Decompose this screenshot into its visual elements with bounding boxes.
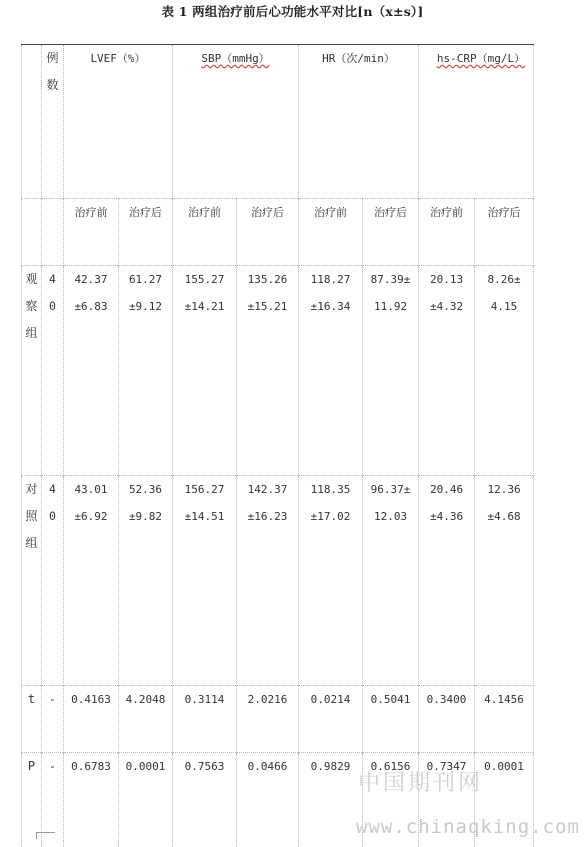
t-value: 2.0216 [237, 686, 299, 753]
observation-group-label [22, 266, 42, 476]
cell-line: 11.92 [363, 293, 418, 320]
empty-subheader-cell [22, 199, 42, 266]
obs-lvef-before [64, 266, 119, 476]
obs-lvef-after [119, 266, 173, 476]
empty-header-cell [22, 45, 42, 199]
p-value: 0.6156 [363, 753, 419, 847]
cell-line: ±4.32 [419, 293, 474, 320]
ctl-lvef-before [64, 476, 119, 686]
subheader-row [22, 199, 534, 266]
obs-hr-before [299, 266, 363, 476]
obs-crp-after [475, 266, 534, 476]
watermark-text: 中国期刊网 [358, 766, 483, 797]
cell-line: 96.37± [363, 476, 418, 503]
control-n [42, 476, 64, 686]
n-digit: 0 [42, 503, 63, 530]
cell-line: ±16.23 [237, 503, 298, 530]
t-n: - [42, 686, 64, 753]
comparison-table [21, 44, 534, 847]
group-char: 照 [22, 503, 41, 530]
group-char: 察 [22, 293, 41, 320]
control-row [22, 476, 534, 686]
ctl-crp-before [419, 476, 475, 686]
cell-line: 42.37 [64, 266, 118, 293]
t-label: t [22, 686, 42, 753]
observation-row [22, 266, 534, 476]
cell-line: 156.27 [173, 476, 236, 503]
p-label: P [22, 753, 42, 847]
subheader-cell: 治疗后 [363, 199, 419, 266]
sbp-header-label: SBP（mmHg） [201, 52, 269, 65]
p-value: 0.0466 [237, 753, 299, 847]
cell-line: ±6.92 [64, 503, 118, 530]
obs-hr-after [363, 266, 419, 476]
t-value: 0.3400 [419, 686, 475, 753]
ctl-lvef-after [119, 476, 173, 686]
sbp-header [173, 45, 299, 199]
group-char: 组 [22, 320, 41, 347]
cell-line: 118.27 [299, 266, 362, 293]
t-value: 0.3114 [173, 686, 237, 753]
cell-line: ±4.68 [475, 503, 533, 530]
p-value: 0.0001 [475, 753, 534, 847]
subheader-cell: 治疗前 [419, 199, 475, 266]
subheader-cell: 治疗后 [237, 199, 299, 266]
cell-line: 155.27 [173, 266, 236, 293]
watermark-url: www.chinaqking.com [356, 816, 580, 838]
hr-header: HR（次/min） [299, 45, 419, 199]
ctl-sbp-after [237, 476, 299, 686]
observation-n [42, 266, 64, 476]
cell-line: 43.01 [64, 476, 118, 503]
n-header-line: 数 [42, 72, 63, 99]
n-header-line: 例 [42, 45, 63, 72]
group-char: 对 [22, 476, 41, 503]
p-value: 0.9829 [299, 753, 363, 847]
cell-line: 87.39± [363, 266, 418, 293]
n-digit: 4 [42, 266, 63, 293]
t-value: 0.0214 [299, 686, 363, 753]
ctl-hr-before [299, 476, 363, 686]
n-header [42, 45, 64, 199]
p-value: 0.7563 [173, 753, 237, 847]
subheader-cell: 治疗后 [475, 199, 534, 266]
p-value: 0.7347 [419, 753, 475, 847]
obs-sbp-before [173, 266, 237, 476]
obs-sbp-after [237, 266, 299, 476]
cell-line: ±4.36 [419, 503, 474, 530]
t-value: 4.2048 [119, 686, 173, 753]
cell-line: 118.35 [299, 476, 362, 503]
t-row [22, 686, 534, 753]
t-value: 4.1456 [475, 686, 534, 753]
cell-line: 142.37 [237, 476, 298, 503]
lvef-header: LVEF（%） [64, 45, 173, 199]
group-char: 组 [22, 530, 41, 557]
cell-line: 135.26 [237, 266, 298, 293]
empty-subheader-cell [42, 199, 64, 266]
corner-mark [36, 832, 55, 839]
subheader-cell: 治疗后 [119, 199, 173, 266]
cell-line: 8.26± [475, 266, 533, 293]
n-digit: 4 [42, 476, 63, 503]
header-row [22, 45, 534, 199]
cell-line: ±6.83 [64, 293, 118, 320]
crp-header-label: hs-CRP（mg/L） [437, 52, 525, 65]
subheader-cell: 治疗前 [64, 199, 119, 266]
cell-line: 52.36 [119, 476, 172, 503]
ctl-sbp-before [173, 476, 237, 686]
group-char: 观 [22, 266, 41, 293]
cell-line: ±9.82 [119, 503, 172, 530]
crp-header [419, 45, 534, 199]
ctl-crp-after [475, 476, 534, 686]
cell-line: ±9.12 [119, 293, 172, 320]
cell-line: 4.15 [475, 293, 533, 320]
cell-line: 12.36 [475, 476, 533, 503]
cell-line: 61.27 [119, 266, 172, 293]
cell-line: 12.03 [363, 503, 418, 530]
t-value: 0.4163 [64, 686, 119, 753]
cell-line: 20.13 [419, 266, 474, 293]
t-value: 0.5041 [363, 686, 419, 753]
n-digit: 0 [42, 293, 63, 320]
p-value: 0.0001 [119, 753, 173, 847]
cell-line: ±15.21 [237, 293, 298, 320]
obs-crp-before [419, 266, 475, 476]
subheader-cell: 治疗前 [299, 199, 363, 266]
cell-line: ±16.34 [299, 293, 362, 320]
cell-line: 20.46 [419, 476, 474, 503]
cell-line: ±14.51 [173, 503, 236, 530]
cell-line: ±14.21 [173, 293, 236, 320]
control-group-label [22, 476, 42, 686]
subheader-cell: 治疗前 [173, 199, 237, 266]
p-n: - [42, 753, 64, 847]
p-value: 0.6783 [64, 753, 119, 847]
cell-line: ±17.02 [299, 503, 362, 530]
ctl-hr-after [363, 476, 419, 686]
table-title: 表 1 两组治疗前后心功能水平对比[n（x±s）] [0, 2, 585, 20]
